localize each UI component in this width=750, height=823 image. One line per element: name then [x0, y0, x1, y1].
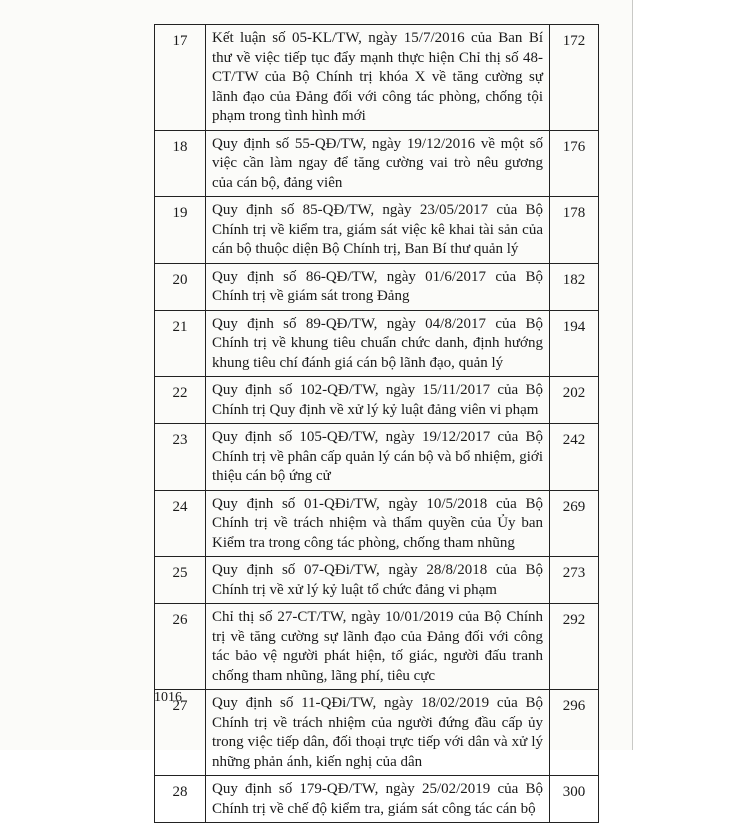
entry-number: 22: [155, 377, 206, 424]
entry-title: Quy định số 105-QĐ/TW, ngày 19/12/2017 của Bộ Chính trị về phân cấp quản lý cán bộ và bổ nhiệm, giới thiệu cán bộ ứng cử: [206, 424, 550, 491]
entry-number: 27: [155, 690, 206, 776]
entry-title: Quy định số 89-QĐ/TW, ngày 04/8/2017 của Bộ Chính trị về khung tiêu chuẩn chức danh, định hướng khung tiêu chí đánh giá cán bộ lãnh đạo, quản lý: [206, 310, 550, 377]
entry-page: 176: [550, 130, 599, 197]
entry-title: Quy định số 85-QĐ/TW, ngày 23/05/2017 của Bộ Chính trị về kiểm tra, giám sát việc kê khai tài sản của cán bộ thuộc diện Bộ Chính trị, Ban Bí thư quản lý: [206, 197, 550, 264]
entry-number: 17: [155, 25, 206, 131]
entry-number: 20: [155, 263, 206, 310]
entry-page: 194: [550, 310, 599, 377]
table-row: [155, 490, 599, 557]
table-row: [155, 604, 599, 690]
entry-page: 242: [550, 424, 599, 491]
table-row: [155, 557, 599, 604]
entry-title: Quy định số 179-QĐ/TW, ngày 25/02/2019 của Bộ Chính trị về chế độ kiểm tra, giám sát công tác cán bộ: [206, 776, 550, 823]
entry-number: 26: [155, 604, 206, 690]
entry-page: 292: [550, 604, 599, 690]
entry-page: 269: [550, 490, 599, 557]
entry-title: Quy định số 11-QĐi/TW, ngày 18/02/2019 của Bộ Chính trị về trách nhiệm của người đứng đầu cấp ủy trong việc tiếp dân, đối thoại trực tiếp với dân và xử lý những phản ánh, kiến nghị của dân: [206, 690, 550, 776]
entry-title: Quy định số 102-QĐ/TW, ngày 15/11/2017 của Bộ Chính trị Quy định về xử lý kỷ luật đảng viên vi phạm: [206, 377, 550, 424]
entry-number: 28: [155, 776, 206, 823]
entry-page: 178: [550, 197, 599, 264]
table-row: [155, 25, 599, 131]
entry-page: 172: [550, 25, 599, 131]
page-number: 1016: [154, 690, 182, 705]
entry-title: Quy định số 86-QĐ/TW, ngày 01/6/2017 của Bộ Chính trị về giám sát trong Đảng: [206, 263, 550, 310]
entry-number: 23: [155, 424, 206, 491]
entry-page: 273: [550, 557, 599, 604]
entry-number: 24: [155, 490, 206, 557]
table-row: [155, 197, 599, 264]
entry-number: 18: [155, 130, 206, 197]
entry-number: 19: [155, 197, 206, 264]
entry-number: 25: [155, 557, 206, 604]
table-row: [155, 310, 599, 377]
entry-page: 300: [550, 776, 599, 823]
entry-page: 182: [550, 263, 599, 310]
table-row: [155, 690, 599, 776]
table-of-contents: [154, 24, 599, 823]
entry-title: Kết luận số 05-KL/TW, ngày 15/7/2016 của Ban Bí thư về việc tiếp tục đẩy mạnh thực hiện Chỉ thị số 48-CT/TW của Bộ Chính trị khóa X về tăng cường sự lãnh đạo của Đảng đối với công tác phòng, chống tội phạm trong tình hình mới: [206, 25, 550, 131]
table-row: [155, 424, 599, 491]
table-row: [155, 130, 599, 197]
table-row: [155, 263, 599, 310]
entry-title: Quy định số 55-QĐ/TW, ngày 19/12/2016 về một số việc cần làm ngay để tăng cường vai trò nêu gương của cán bộ, đảng viên: [206, 130, 550, 197]
table-row: [155, 377, 599, 424]
toc-body: [155, 25, 599, 823]
entry-title: Quy định số 07-QĐi/TW, ngày 28/8/2018 của Bộ Chính trị về xử lý kỷ luật tổ chức đảng vi phạm: [206, 557, 550, 604]
entry-page: 296: [550, 690, 599, 776]
entry-title: Quy định số 01-QĐi/TW, ngày 10/5/2018 của Bộ Chính trị về trách nhiệm và thẩm quyền của Ủy ban Kiểm tra trong công tác phòng, chống tham nhũng: [206, 490, 550, 557]
entry-page: 202: [550, 377, 599, 424]
entry-title: Chỉ thị số 27-CT/TW, ngày 10/01/2019 của Bộ Chính trị về tăng cường sự lãnh đạo của Đảng đối với công tác bảo vệ người phát hiện, tố giác, người đấu tranh chống tham nhũng, lãng phí, tiêu cực: [206, 604, 550, 690]
table-row: [155, 776, 599, 823]
entry-number: 21: [155, 310, 206, 377]
